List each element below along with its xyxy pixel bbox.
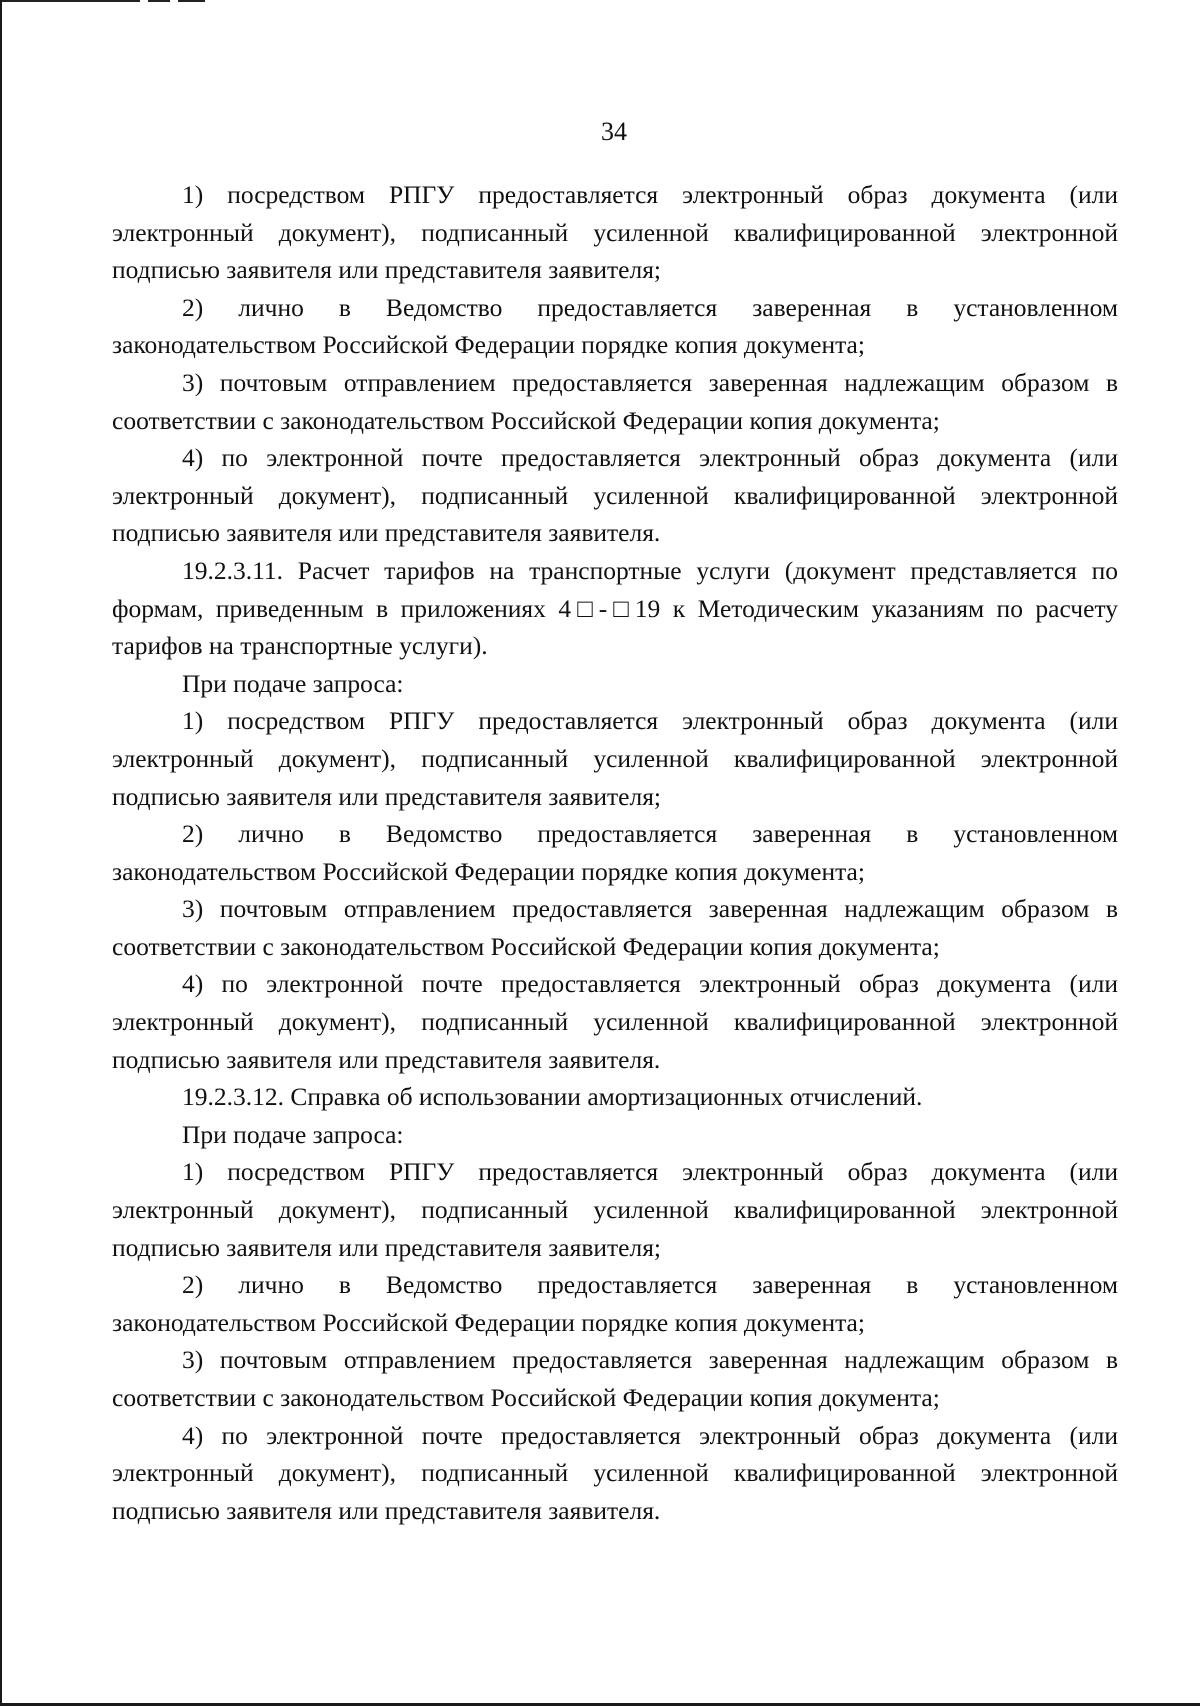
paragraph-1-rpgu-item: 1) посредством РПГУ предоставляется электронный образ документа (или электронный документ), подписанный усиленной квалифицированной электронной подписью заявителя или представителя заявителя; bbox=[112, 1157, 1118, 1262]
request-submission-heading: При подаче запроса: bbox=[182, 1119, 404, 1149]
paragraph-3-postal-item: 3) почтовым отправлением предоставляется заверенная надлежащим образом в соответствии с законодательством Российской Федерации копия документа; bbox=[112, 367, 1118, 435]
paragraph-2-in-person-item: 2) лично в Ведомство предоставляется заверенная в установленном законодательством Российской Федерации порядке копия документа; bbox=[112, 1270, 1118, 1337]
paragraph-3-postal-item: 3) почтовым отправлением предоставляется заверенная надлежащим образом в соответствии с законодательством Российской Федерации копия документа; bbox=[112, 894, 1118, 961]
paragraph-1-rpgu-item: 1) посредством РПГУ предоставляется электронный образ документа (или электронный документ), подписанный усиленной квалифицированной электронной подписью заявителя или представителя заявителя; bbox=[112, 180, 1118, 285]
page-number: 34 bbox=[601, 117, 627, 146]
paragraph-2-in-person-item: 2) лично в Ведомство предоставляется заверенная в установленном законодательством Российской Федерации порядке копия документа; bbox=[112, 292, 1118, 360]
paragraph-2-in-person-item: 2) лично в Ведомство предоставляется заверенная в установленном законодательством Российской Федерации порядке копия документа; bbox=[112, 819, 1118, 886]
paragraph-4-email-item: 4) по электронной почте предоставляется электронный образ документа (или электронный документ), подписанный усиленной квалифицированной электронной подписью заявителя или представителя заявителя. bbox=[112, 1420, 1118, 1525]
paragraph-4-email-item: 4) по электронной почте предоставляется электронный образ документа (или электронный документ), подписанный усиленной квалифицированной электронной подписью заявителя или представителя заявителя. bbox=[112, 443, 1118, 548]
paragraph-3-postal-item: 3) почтовым отправлением предоставляется заверенная надлежащим образом в соответствии с законодательством Российской Федерации копия документа; bbox=[112, 1345, 1118, 1412]
scan-top-edge-mark bbox=[0, 0, 205, 2]
scan-left-edge bbox=[0, 0, 2, 1706]
paragraph-1-rpgu-item: 1) посредством РПГУ предоставляется электронный образ документа (или электронный документ), подписанный усиленной квалифицированной электронной подписью заявителя или представителя заявителя; bbox=[112, 706, 1118, 811]
request-submission-heading: При подаче запроса: bbox=[182, 668, 404, 698]
section-19-2-3-12-heading: 19.2.3.12. Справка об использовании амортизационных отчислений. bbox=[182, 1082, 923, 1112]
paragraph-4-email-item: 4) по электронной почте предоставляется электронный образ документа (или электронный документ), подписанный усиленной квалифицированной электронной подписью заявителя или представителя заявителя. bbox=[112, 969, 1118, 1074]
section-19-2-3-11-heading: 19.2.3.11. Расчет тарифов на транспортные услуги (документ представляется по формам, приведенным в приложениях 4□-□19 к Методическим указаниям по расчету тарифов на транспортные услуги). bbox=[112, 555, 1118, 661]
document-body bbox=[112, 176, 1118, 1529]
